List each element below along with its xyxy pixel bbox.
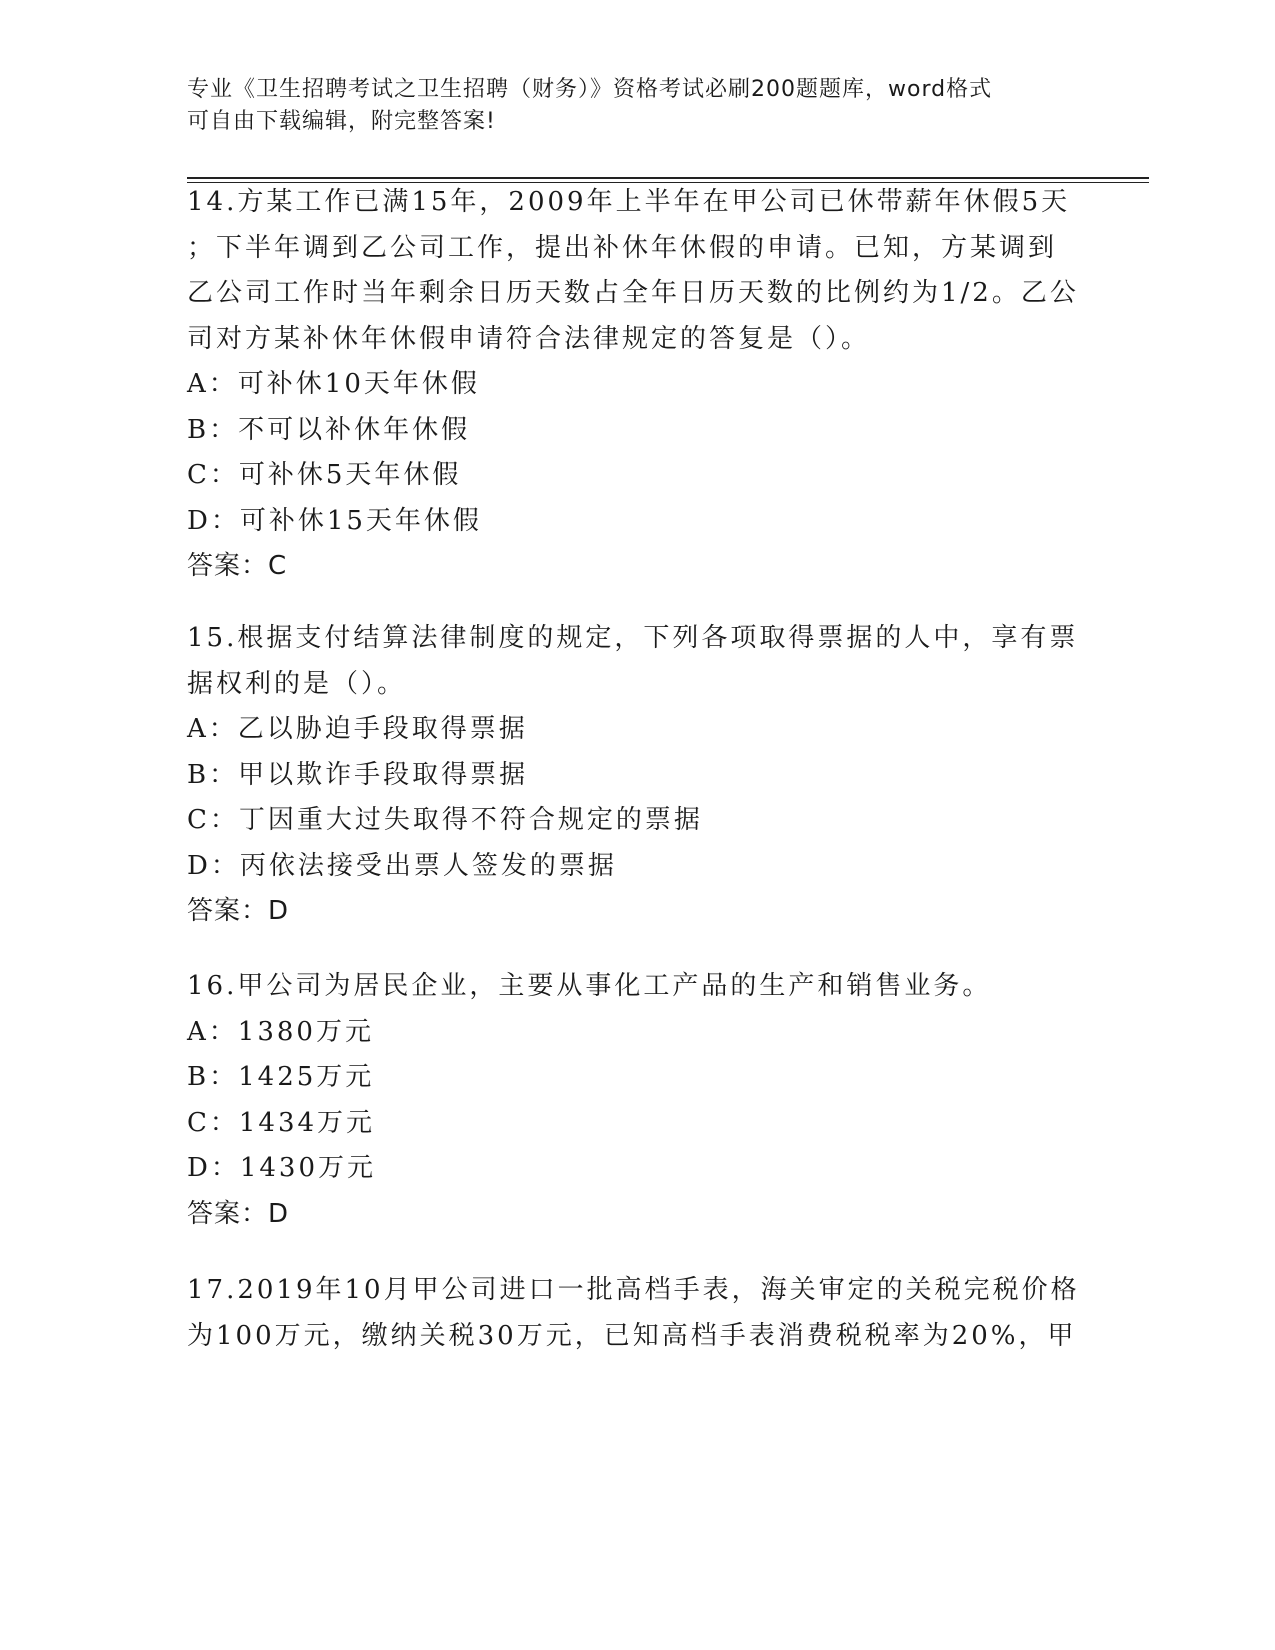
option-d: D：1430万元 bbox=[187, 1153, 377, 1183]
option-c: C：丁因重大过失取得不符合规定的票据 bbox=[187, 805, 703, 835]
question-stem-line: 15.根据支付结算法律制度的规定，下列各项取得票据的人中，享有票 bbox=[187, 623, 1079, 653]
option-a: A：乙以胁迫手段取得票据 bbox=[187, 714, 528, 744]
question-16 bbox=[187, 964, 1087, 1237]
question-stem-line: 16.甲公司为居民企业，主要从事化工产品的生产和销售业务。 bbox=[187, 971, 992, 1001]
question-stem-line: 司对方某补休年休假申请符合法律规定的答复是（）。 bbox=[187, 323, 871, 354]
question-14 bbox=[187, 180, 1087, 590]
answer-line: 答案：C bbox=[187, 551, 288, 581]
document-header bbox=[187, 74, 1067, 138]
question-stem-line: ；下半年调到乙公司工作，提出补休年休假的申请。已知，方某调到 bbox=[187, 232, 1058, 263]
header-line-1: 专业《卫生招聘考试之卫生招聘（财务）》资格考试必刷200题题库，word格式 bbox=[187, 77, 993, 102]
option-d: D：丙依法接受出票人签发的票据 bbox=[187, 850, 617, 881]
question-stem-line: 乙公司工作时当年剩余日历天数占全年日历天数的比例约为1/2。乙公 bbox=[187, 278, 1079, 308]
question-stem-line: 据权利的是（）。 bbox=[187, 668, 407, 699]
option-b: B：1425万元 bbox=[187, 1062, 375, 1092]
header-line-2: 可自由下载编辑，附完整答案! bbox=[187, 109, 496, 134]
option-b: B：甲以欺诈手段取得票据 bbox=[187, 759, 529, 790]
question-stem-line: 14.方某工作已满15年，2009年上半年在甲公司已休带薪年休假5天 bbox=[187, 187, 1071, 217]
question-stem-line: 为100万元，缴纳关税30万元，已知高档手表消费税税率为20%，甲 bbox=[187, 1320, 1077, 1351]
question-stem-line: 17.2019年10月甲公司进口一批高档手表，海关审定的关税完税价格 bbox=[187, 1275, 1080, 1305]
question-15 bbox=[187, 616, 1087, 935]
question-17 bbox=[187, 1268, 1087, 1359]
option-c: C：1434万元 bbox=[187, 1107, 376, 1138]
option-d: D：可补休15天年休假 bbox=[187, 505, 482, 536]
header-rule-thick bbox=[187, 177, 1149, 179]
option-c: C：可补休5天年休假 bbox=[187, 460, 462, 490]
option-b: B：不可以补休年休假 bbox=[187, 414, 471, 445]
option-a: A：可补休10天年休假 bbox=[187, 369, 480, 399]
answer-line: 答案：D bbox=[187, 1198, 290, 1229]
answer-line: 答案：D bbox=[187, 896, 290, 926]
option-a: A：1380万元 bbox=[187, 1016, 374, 1047]
